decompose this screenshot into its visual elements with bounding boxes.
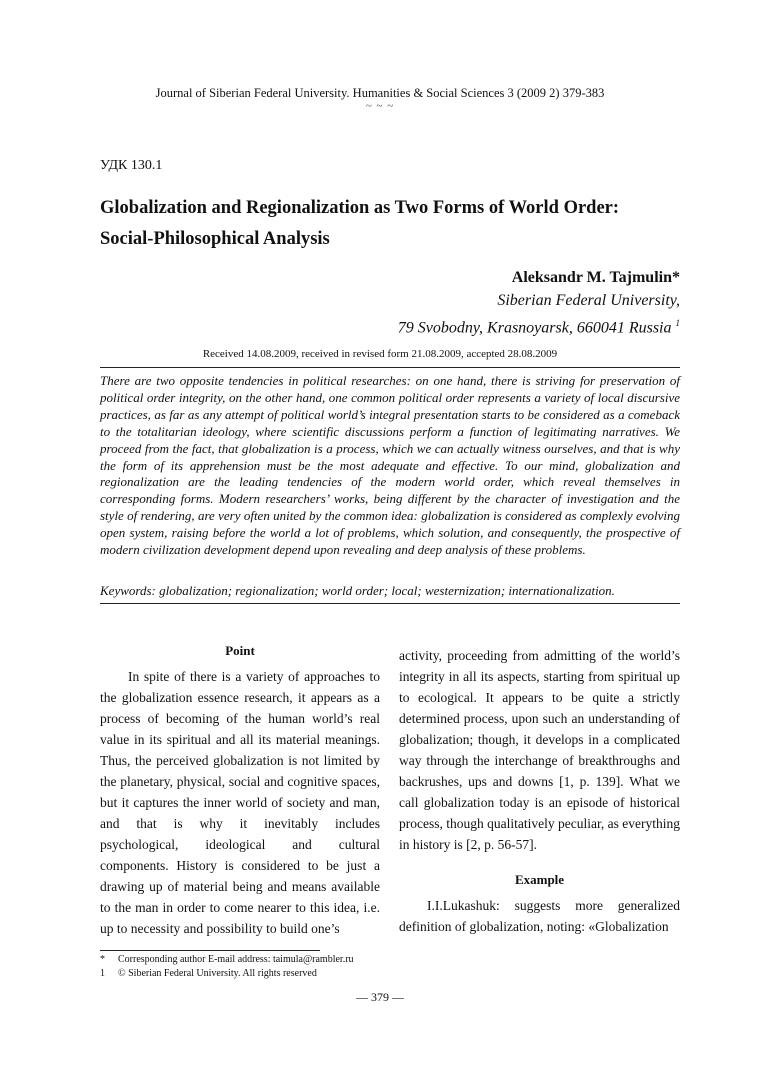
udk-code: УДК 130.1: [100, 158, 163, 173]
received-dates: Received 14.08.2009, received in revised form 21.08.2009, accepted 28.08.2009: [202, 348, 558, 360]
keywords: Keywords: globalization; regionalization; world order; local; westernization; internationalization.: [100, 583, 615, 598]
author-block: [398, 266, 680, 339]
author-name: Aleksandr M. Tajmulin*: [511, 269, 680, 286]
header-ornament: ~ ~ ~: [365, 100, 395, 112]
title-line-2: Social-Philosophical Analysis: [100, 229, 330, 249]
abstract-top-rule: [100, 367, 680, 368]
author-affiliation: Siberian Federal University,: [497, 292, 680, 309]
footnote-mark: 1: [675, 318, 680, 328]
footnote: [100, 968, 317, 979]
footnote-text: Corresponding author E-mail address: taimula@rambler.ru: [118, 954, 354, 965]
footnote-rule: [100, 950, 320, 951]
left-column: [100, 640, 380, 939]
paragraph: I.I.Lukashuk: suggests more generalized definition of globalization, noting: «Globalization: [399, 898, 680, 934]
article-title: [100, 193, 680, 255]
footnote-mark: *: [100, 954, 105, 965]
abstract: There are two opposite tendencies in political researches: on one hand, there is striving for preservation of political order integrity, on the other hand, one common political order represents a variety of local discursive practices, as far as any attempt of political world’s integral presentation starts to be considered as a comeback to the totalitarian ideology, where scientific discussions perform a function of legitimating narratives. We proceed from the fact, that globalization is a process, which we can actually witness ourselves, and that is why the form of its apprehension must be the most adequate and effective. To our mind, globalization and regionalization are the leading tendencies of the modern world order, which reveal themselves in corresponding forms. Modern researchers’ works, being different by the character of investigation and the style of rendering, are very often united by the common idea: globalization is considered as complexly evolving open system, raising before the world a lot of problems, which solution, and consequently, the prospective of modern civilization development depend upon revealing and deep analysis of these problems.: [100, 373, 680, 558]
abstract-bottom-rule: [100, 603, 680, 604]
right-column: [399, 645, 680, 937]
journal-header: Journal of Siberian Federal University. Humanities & Social Sciences 3 (2009 2) 379-383: [155, 86, 605, 100]
footnote-mark: 1: [100, 968, 105, 979]
footnote: [100, 954, 354, 965]
page-number: — 379 —: [356, 990, 404, 1004]
title-line-1: Globalization and Regionalization as Two Forms of World Order:: [100, 198, 620, 218]
section-heading-point: Point: [225, 643, 255, 658]
section-heading-example: Example: [514, 872, 565, 887]
author-address-line: [398, 312, 680, 339]
author-address: 79 Svobodny, Krasnoyarsk, 660041 Russia: [397, 319, 672, 337]
footnote-text: © Siberian Federal University. All rights reserved: [118, 968, 317, 979]
paragraph: activity, proceeding from admitting of the world’s integrity in all its aspects, starting from spiritual up to ecological. It appears to be quite a strictly determined process, upon such an understanding of globalization; though, it develops in a complicated way through the interchange of breakthroughs and backrushes, ups and downs [1, p. 139]. What we call globalization today is an episode of historical process, though qualitatively peculiar, as everything in history is [2, p. 56-57].: [399, 648, 681, 852]
paragraph: In spite of there is a variety of approaches to the globalization essence research, it appears as a process of becoming of the human world’s real value in its spiritual and all its material meanings. Thus, the perceived globalization is not limited by the planetary, physical, social and cognitive spaces, but it captures the inner world of society and man, and that is why it inevitably includes psychological, ideological and cultural components. History is considered to be just a drawing up of material being and means available to the man in order to come nearer to this idea, i.e. up to necessity and possibility to build one’s: [100, 669, 380, 936]
